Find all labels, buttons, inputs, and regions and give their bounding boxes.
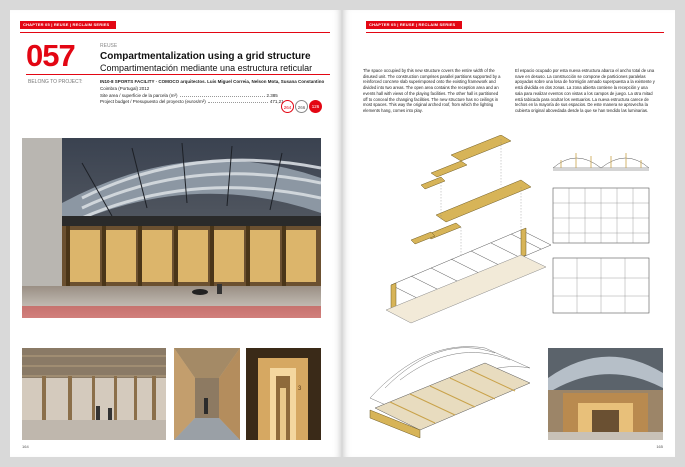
grid-columns-photo — [22, 348, 166, 440]
main-interior-photo — [22, 138, 321, 318]
body-text-spanish: El espacio ocupado por esta nueva estructura abarca el ancho total de una nave en desuso. La construcción se compone de particiones paralelas apoyadas sobre una losa de hormigón armado superpuesta a la existente y está dividida en dos zonas. La zona abierta contiene la recepción y una sala para realizar eventos con vistas a los campos de juego. La otra mitad está tabicada para ocultar los vestuarios. La nueva estructura carece de techos en la mayoría de sus espacios. De este manera se aprovecha la cubierta original abovedada desde la que se han tendido las luminarias. — [515, 68, 655, 113]
svg-text:3: 3 — [298, 386, 302, 392]
project-number: 057 — [26, 38, 75, 73]
title-rule — [26, 74, 330, 75]
site-area-value: 2.385 — [266, 93, 278, 98]
hall-interior-photo — [548, 348, 663, 440]
roof-axonometric-drawing — [365, 338, 535, 443]
circle-ref[interactable]: 126 — [309, 100, 322, 113]
category-label: REUSE — [100, 43, 118, 49]
project-location: Coimbra (Portugal) 2012 — [100, 86, 150, 91]
right-page — [343, 10, 675, 457]
left-page — [10, 10, 341, 457]
body-text-english: The space occupied by this new structure covers the entire width of the disused unit. The construction comprises parallel partitions supported by a reinforced concrete slab superimposed onto the existing framework and divided into two areas. The open area contains the reception area and an events hall with views of the playing facilities. The other hall is partitioned off to conceal the changing facilities. The new structure has no ceilings in most spaces. This way the original arched roof, from which the lighting elements hang, comes into play. — [363, 68, 501, 113]
section-tab: CHAPTER 05 | REUSE | RECLAIM SERIES — [20, 21, 116, 29]
exploded-axonometric-drawing — [371, 135, 556, 335]
page-number: 165 — [656, 444, 663, 449]
budget-value: 471,21 — [269, 99, 284, 104]
title-spanish: Compartimentación mediante una estructura reticular — [100, 63, 313, 73]
section-tab: CHAPTER 05 | REUSE | RECLAIM SERIES — [366, 21, 462, 29]
circle-ref[interactable]: 266 — [295, 100, 308, 113]
site-area-label: Site area / superficie de la parcela (m²) — [100, 93, 178, 98]
doorway-photo — [246, 348, 321, 440]
circle-ref[interactable]: 264 — [281, 100, 294, 113]
page-number: 164 — [22, 444, 29, 449]
project-name: IN10-8 SPORTS FACILITY · COMOCO arquitectos. Luis Miguel Correia, Nelson Mota, Susana Constantino — [100, 79, 325, 84]
budget-row — [100, 99, 284, 104]
header-rule — [20, 32, 330, 33]
header-rule — [366, 32, 664, 33]
plans-and-sections — [551, 138, 651, 318]
title-english: Compartmentalization using a grid structure — [100, 51, 311, 62]
site-area-row — [100, 93, 278, 98]
belong-label: BELONG TO PROJECT: — [28, 79, 83, 85]
corridor-photo — [174, 348, 240, 440]
budget-label: Project budget / Presupuesto del proyecto (euros/m²) — [100, 99, 206, 104]
